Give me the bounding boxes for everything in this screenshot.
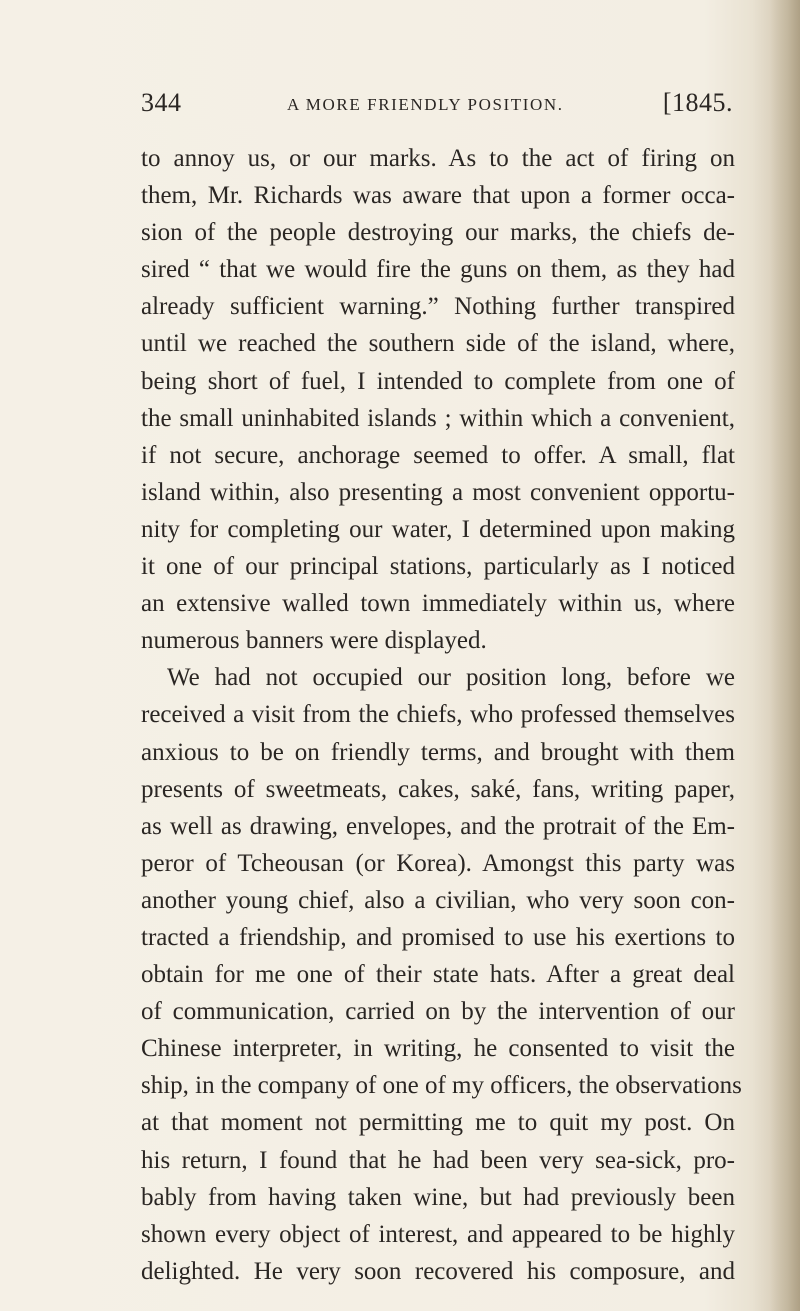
- text-line: at that moment not permitting me to quit my post. On: [141, 1109, 735, 1137]
- text-line: peror of Tcheousan (or Korea). Amongst this party was: [141, 849, 735, 877]
- text-line: as well as drawing, envelopes, and the protrait of the Em-: [141, 812, 735, 840]
- text-line: island within, also presenting a most convenient opportu-: [141, 478, 735, 506]
- text-line: them, Mr. Richards was aware that upon a former occa-: [141, 182, 735, 210]
- text-line: bably from having taken wine, but had previously been: [141, 1183, 735, 1211]
- text-line: anxious to be on friendly terms, and brought with them: [141, 738, 735, 766]
- text-line: to annoy us, or our marks. As to the act of firing on: [141, 145, 735, 172]
- page-edge-shadow: [770, 0, 800, 1311]
- text-line: delighted. He very soon recovered his composure, and: [141, 1257, 735, 1285]
- text-line: already sufficient warning.” Nothing further transpired: [141, 293, 735, 321]
- text-line: an extensive walled town immediately within us, where: [141, 590, 735, 618]
- page-header: [141, 88, 733, 124]
- text-line: numerous banners were displayed.: [141, 627, 487, 655]
- text-line: until we reached the southern side of the island, where,: [141, 330, 735, 358]
- text-line: being short of fuel, I intended to complete from one of: [141, 367, 735, 395]
- text-line: if not secure, anchorage seemed to offer. A small, flat: [141, 441, 735, 469]
- text-line: Chinese interpreter, in writing, he consented to visit the: [141, 1035, 735, 1063]
- text-line: his return, I found that he had been very sea-sick, pro-: [141, 1146, 735, 1174]
- text-line: shown every object of interest, and appeared to be highly: [141, 1220, 735, 1248]
- text-line: tracted a friendship, and promised to use his exertions to: [141, 923, 735, 951]
- text-line: it one of our principal stations, particularly as I noticed: [141, 553, 735, 581]
- page-number: 344: [141, 88, 182, 117]
- text-line: We had not occupied our position long, before we: [167, 664, 735, 692]
- text-line: received a visit from the chiefs, who professed themselves: [141, 701, 735, 729]
- text-line: obtain for me one of their state hats. After a great deal: [141, 961, 735, 989]
- text-line: the small uninhabited islands ; within which a convenient,: [141, 404, 735, 432]
- running-head: A MORE FRIENDLY POSITION.: [287, 95, 564, 114]
- text-line: presents of sweetmeats, cakes, saké, fans, writing paper,: [141, 775, 735, 803]
- body-text: [141, 140, 742, 1290]
- text-line: sion of the people destroying our marks, the chiefs de-: [141, 219, 735, 247]
- header-year: [1845.: [662, 88, 733, 117]
- text-line: nity for completing our water, I determined upon making: [141, 515, 735, 543]
- text-line: another young chief, also a civilian, who very soon con-: [141, 886, 735, 914]
- text-line: sired “ that we would fire the guns on them, as they had: [141, 256, 735, 284]
- text-line: of communication, carried on by the intervention of our: [141, 998, 735, 1026]
- text-line: ship, in the company of one of my officers, the observations: [141, 1072, 742, 1100]
